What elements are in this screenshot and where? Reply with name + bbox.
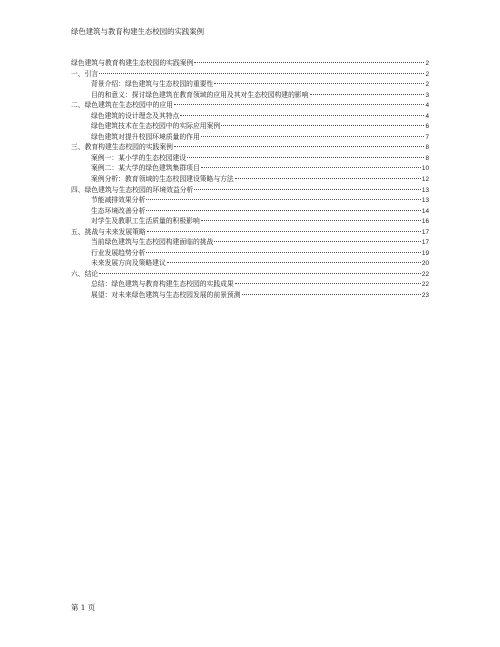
toc-entry[interactable] [71,111,429,122]
toc-dot-leader [146,199,421,200]
page-header-title: 绿色建筑与教育构建生态校园的实践案例 [71,27,205,36]
toc-entry-title: 绿色建筑对提升校园环境质量的作用 [91,132,200,141]
toc-dot-leader [174,146,424,147]
toc-entry[interactable] [71,206,429,217]
table-of-contents [71,58,429,301]
toc-dot-leader [242,294,421,295]
toc-entry-page-number: 8 [425,154,429,162]
toc-entry-page-number: 13 [421,197,429,205]
toc-entry-page-number: 22 [421,281,429,289]
toc-entry[interactable] [71,142,429,153]
toc-entry[interactable] [71,132,429,143]
toc-dot-leader [194,62,424,63]
toc-entry-title: 展望：对未来绿色建筑与生态校园发展的前景预测 [91,291,241,300]
toc-entry[interactable] [71,121,429,132]
toc-entry-title: 绿色建筑技术在生态校园中的实际应用案例 [91,122,221,131]
toc-entry-page-number: 4 [425,112,429,120]
toc-entry[interactable] [71,258,429,269]
toc-dot-leader [187,157,424,158]
toc-entry-page-number: 3 [425,91,429,99]
toc-entry-title: 当前绿色建筑与生态校园构建面临的挑战 [91,238,214,247]
toc-entry-page-number: 2 [425,70,429,78]
toc-entry-page-number: 12 [421,176,429,184]
toc-entry-title: 案例分析：教育领域的生态校园建设策略与方法 [91,175,234,184]
toc-entry-title: 二、绿色建筑在生态校园中的应用 [71,101,173,110]
toc-entry[interactable] [71,237,429,248]
toc-entry-title: 绿色建筑与教育构建生态校园的实践案例 [71,59,194,67]
toc-dot-leader [167,262,421,263]
toc-entry[interactable] [71,58,429,69]
toc-entry-title: 行业发展趋势分析 [91,248,146,257]
toc-entry-title: 案例一：某小学的生态校园建设 [91,153,187,162]
toc-entry-page-number: 16 [421,218,429,226]
toc-entry-title: 背景介绍：绿色建筑与生态校园的重要性 [91,80,214,89]
toc-entry[interactable] [71,290,429,301]
toc-entry-title: 对学生及教职工生活质量的积极影响 [91,217,200,226]
toc-entry-page-number: 4 [425,102,429,110]
toc-entry-page-number: 8 [425,144,429,152]
toc-entry-page-number: 10 [421,165,429,173]
toc-entry[interactable] [71,100,429,111]
toc-dot-leader [201,136,425,137]
toc-entry-title: 三、教育构建生态校园的实践案例 [71,143,173,152]
toc-entry[interactable] [71,153,429,164]
toc-entry-page-number: 6 [425,123,429,131]
toc-entry-title: 绿色建筑的设计理念及其特点 [91,111,180,120]
toc-dot-leader [147,231,421,232]
toc-entry[interactable] [71,269,429,280]
toc-entry[interactable] [71,216,429,227]
toc-entry-title: 六、结论 [71,269,99,278]
toc-entry-title: 一、引言 [71,69,99,78]
toc-dot-leader [214,241,421,242]
toc-entry[interactable] [71,163,429,174]
toc-entry-title: 节能减排效果分析 [91,196,146,205]
toc-entry-page-number: 17 [421,228,429,236]
toc-entry-page-number: 23 [421,292,429,300]
toc-entry-page-number: 22 [421,270,429,278]
toc-dot-leader [235,283,421,284]
toc-entry-title: 生态环境改善分析 [91,206,146,215]
toc-entry-title: 目的和意义：探讨绿色建筑在教育领域的应用及其对生态校园构建的影响 [91,90,309,99]
toc-entry-title: 总结：绿色建筑与教育构建生态校园的实践成果 [91,280,234,289]
toc-entry-page-number: 17 [421,239,429,247]
toc-entry[interactable] [71,195,429,206]
toc-entry-page-number: 7 [425,133,429,141]
toc-entry-page-number: 2 [425,60,429,67]
toc-dot-leader [214,83,424,84]
toc-entry[interactable] [71,90,429,101]
toc-entry[interactable] [71,174,429,185]
toc-dot-leader [235,178,421,179]
toc-dot-leader [99,273,421,274]
toc-dot-leader [310,94,425,95]
toc-entry-page-number: 14 [421,207,429,215]
toc-entry[interactable] [71,69,429,80]
toc-entry-page-number: 20 [421,260,429,268]
toc-entry-page-number: 13 [421,186,429,194]
toc-dot-leader [180,115,424,116]
toc-dot-leader [194,189,421,190]
toc-entry-title: 四、绿色建筑与生态校园的环境效益分析 [71,185,194,194]
toc-dot-leader [146,210,421,211]
toc-dot-leader [99,73,424,74]
toc-entry-page-number: 2 [425,81,429,89]
toc-entry[interactable] [71,79,429,90]
toc-entry[interactable] [71,185,429,196]
toc-entry[interactable] [71,279,429,290]
toc-entry-title: 未来发展方向及策略建议 [91,259,166,268]
toc-entry-title: 案例二：某大学的绿色建筑集群项目 [91,164,200,173]
toc-dot-leader [201,167,421,168]
toc-entry[interactable] [71,248,429,259]
page-number: 第 1 页 [71,603,96,612]
toc-entry[interactable] [71,227,429,238]
toc-dot-leader [221,125,424,126]
toc-entry-page-number: 19 [421,249,429,257]
toc-dot-leader [146,252,421,253]
toc-dot-leader [174,104,424,105]
toc-entry-title: 五、挑战与未来发展策略 [71,227,146,236]
toc-dot-leader [201,220,421,221]
